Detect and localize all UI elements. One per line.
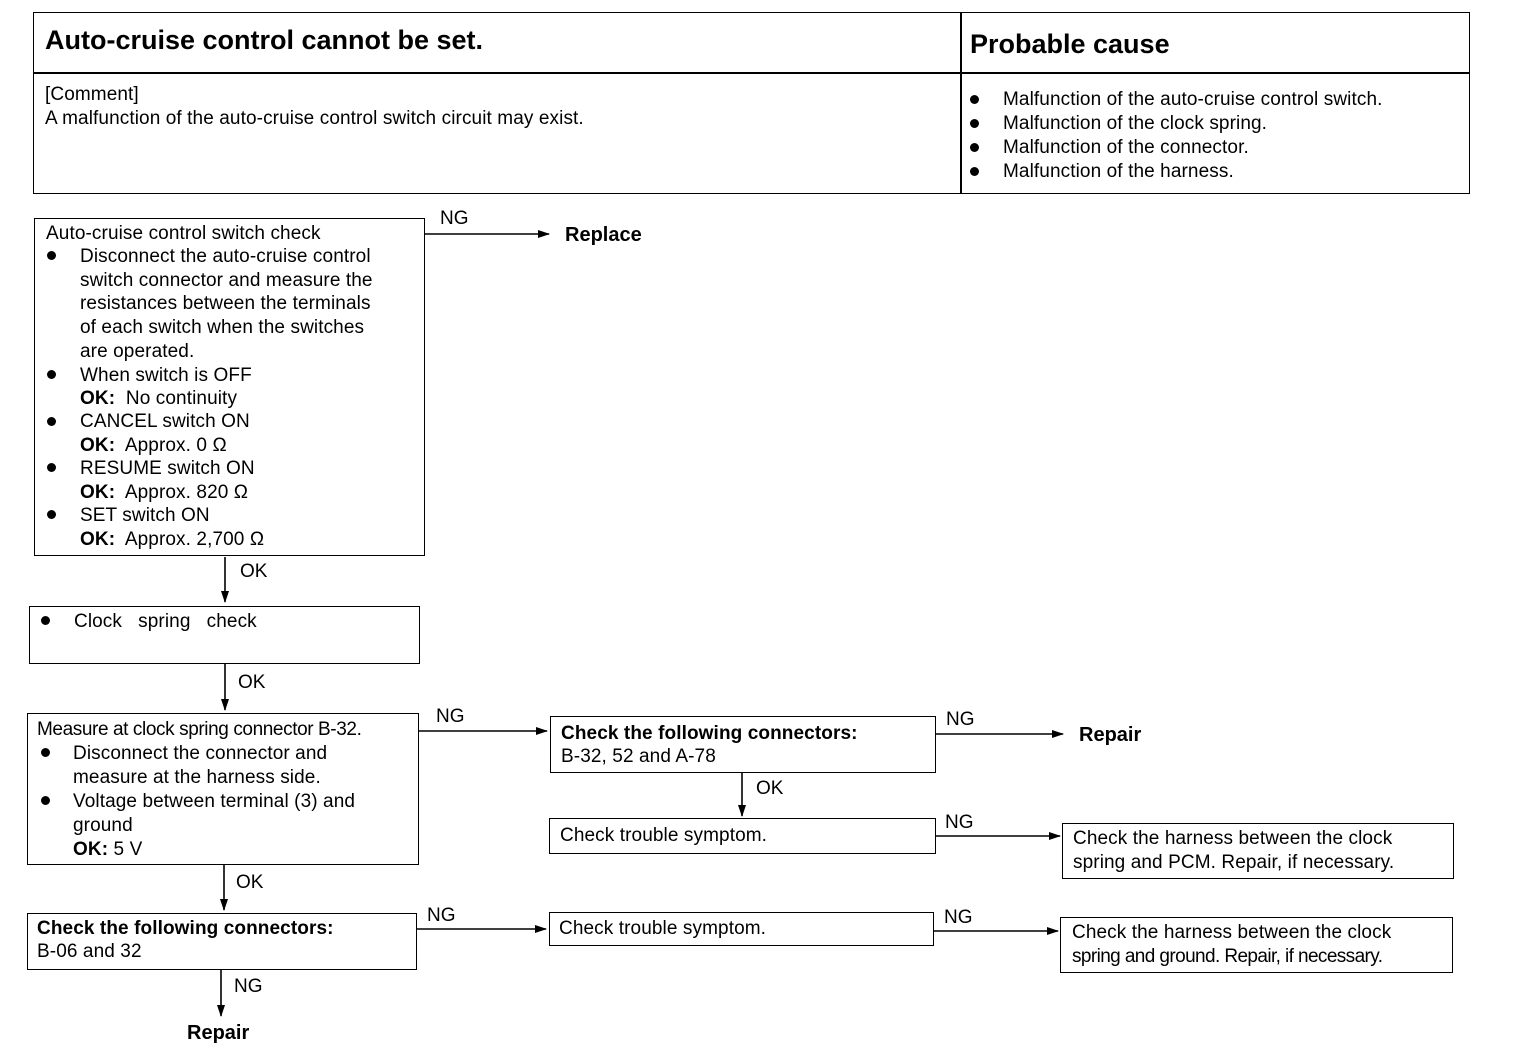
measure-step-line: ground xyxy=(73,815,133,836)
measure-step-line: measure at the harness side. xyxy=(73,767,321,788)
ok-label: OK xyxy=(756,778,784,799)
harness-pcm-line: spring and PCM. Repair, if necessary. xyxy=(1073,852,1395,873)
switch-check-step-line: switch connector and measure the xyxy=(80,270,373,291)
ng-label: NG xyxy=(945,812,974,833)
ng-label: NG xyxy=(944,907,973,928)
ng-label: NG xyxy=(946,709,975,730)
cause-item: Malfunction of the harness. xyxy=(1003,161,1234,182)
outcome-repair: Repair xyxy=(1079,724,1142,746)
switch-check-step-line: resistances between the terminals xyxy=(80,293,371,314)
switch-check-step-line: of each switch when the switches xyxy=(80,317,365,338)
switch-item-ok: OK: Approx. 0 Ω xyxy=(80,435,227,456)
harness-ground-line: spring and ground. Repair, if necessary. xyxy=(1072,946,1383,967)
comment-text: A malfunction of the auto-cruise control switch circuit may exist. xyxy=(45,108,584,129)
switch-item-label: SET switch ON xyxy=(80,505,210,526)
switch-check-step-line: Disconnect the auto-cruise control xyxy=(80,246,371,267)
cause-item: Malfunction of the connector. xyxy=(1003,137,1249,158)
switch-item-ok: OK: Approx. 2,700 Ω xyxy=(80,529,265,550)
connectors-right-value: B-32, 52 and A-78 xyxy=(561,746,716,767)
measure-step-line: Voltage between terminal (3) and xyxy=(73,791,356,812)
switch-item-label: When switch is OFF xyxy=(80,365,252,386)
switch-item-label: RESUME switch ON xyxy=(80,458,255,479)
cause-item: Malfunction of the clock spring. xyxy=(1003,113,1268,134)
harness-ground-line: Check the harness between the clock xyxy=(1072,922,1392,943)
harness-pcm-line: Check the harness between the clock xyxy=(1073,828,1393,849)
switch-check-step-line: are operated. xyxy=(80,341,195,362)
ok-label: OK xyxy=(236,872,264,893)
outcome-replace: Replace xyxy=(565,224,642,246)
trouble-symptom-text-1: Check trouble symptom. xyxy=(560,825,768,846)
clock-spring-text: Clock spring check xyxy=(74,611,257,632)
switch-item-ok: OK: Approx. 820 Ω xyxy=(80,482,249,503)
ng-label: NG xyxy=(234,976,263,997)
trouble-symptom-text-2: Check trouble symptom. xyxy=(559,918,767,939)
connectors-right-title: Check the following connectors: xyxy=(561,723,858,744)
ng-label: NG xyxy=(436,706,465,727)
outcome-repair: Repair xyxy=(187,1022,250,1044)
page-title: Auto-cruise control cannot be set. xyxy=(45,25,484,55)
comment-label: [Comment] xyxy=(45,84,139,105)
connectors-left-value: B-06 and 32 xyxy=(37,941,142,962)
probable-cause-title: Probable cause xyxy=(970,29,1170,59)
cause-item: Malfunction of the auto-cruise control switch. xyxy=(1003,89,1383,110)
switch-item-label: CANCEL switch ON xyxy=(80,411,250,432)
measure-step-line: Disconnect the connector and xyxy=(73,743,328,764)
ok-label: OK xyxy=(240,561,268,582)
ok-label: OK xyxy=(238,672,266,693)
ng-label: NG xyxy=(440,208,469,229)
measure-ok: OK: 5 V xyxy=(73,839,143,860)
connectors-left-title: Check the following connectors: xyxy=(37,918,334,939)
ng-label: NG xyxy=(427,905,456,926)
measure-title: Measure at clock spring connector B-32. xyxy=(37,719,362,740)
switch-item-ok: OK: No continuity xyxy=(80,388,238,409)
switch-check-title: Auto-cruise control switch check xyxy=(46,223,321,244)
